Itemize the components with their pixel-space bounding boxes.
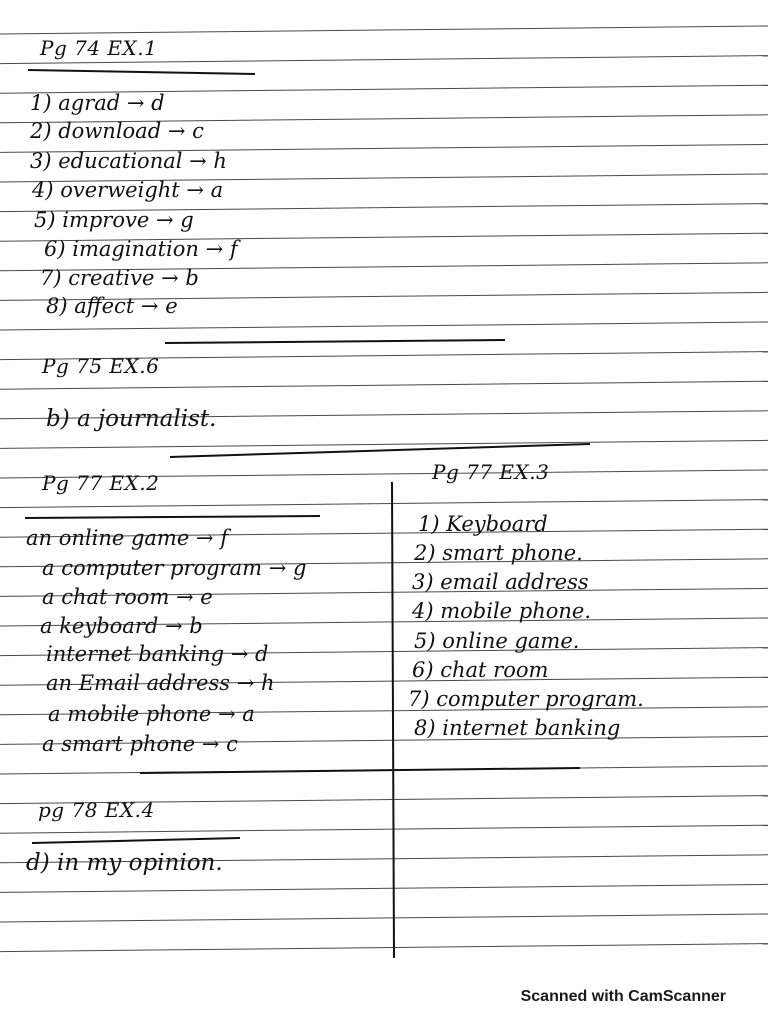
- ex1-item: 4) overweight → a: [32, 178, 224, 202]
- separator-ex2: [140, 768, 580, 773]
- separator-ex1: [165, 340, 505, 343]
- ruled-line: [0, 825, 768, 833]
- ex1-item: 2) download → c: [30, 119, 204, 143]
- ex1-item: 1) agrad → d: [30, 91, 165, 115]
- ex3-item: 5) online game.: [414, 629, 580, 653]
- ex3-item: 7) computer program.: [408, 687, 644, 711]
- ex2-item: a keyboard → b: [40, 614, 203, 638]
- ruled-line: [0, 26, 768, 34]
- heading-ex3: Pg 77 EX.3: [432, 460, 550, 484]
- ex3-item: 2) smart phone.: [414, 541, 583, 565]
- ruled-line: [0, 944, 768, 952]
- ruled-line: [0, 381, 768, 389]
- ex2-item: an Email address → h: [46, 671, 275, 695]
- ex3-item: 3) email address: [412, 570, 589, 594]
- heading-ex4: pg 78 EX.4: [38, 798, 155, 822]
- underline-ex4-heading: [32, 838, 240, 843]
- scanner-watermark: Scanned with CamScanner: [520, 988, 726, 1005]
- ex2-item: a smart phone → c: [42, 732, 238, 756]
- column-divider: [392, 482, 394, 958]
- ex4-answer: d) in my opinion.: [26, 850, 223, 876]
- ex2-item: an online game → f: [26, 526, 228, 550]
- ruled-line: [0, 914, 768, 922]
- ruled-line: [0, 322, 768, 330]
- ex1-item: 5) improve → g: [34, 208, 194, 232]
- ex6-answer: b) a journalist.: [46, 406, 217, 432]
- ex1-item: 7) creative → b: [40, 266, 199, 290]
- heading-ex1: Pg 74 EX.1: [40, 36, 158, 60]
- heading-ex2: Pg 77 EX.2: [42, 471, 160, 495]
- ex2-item: a chat room → e: [42, 585, 213, 609]
- underline-ex2-heading: [25, 516, 320, 518]
- ruled-line: [0, 884, 768, 892]
- ex2-item: a mobile phone → a: [48, 702, 255, 726]
- ex1-item: 8) affect → e: [46, 294, 178, 318]
- ex3-item: 1) Keyboard: [418, 512, 548, 536]
- ex2-item: a computer program → g: [42, 556, 307, 580]
- underline-ex1-heading: [28, 70, 255, 74]
- ex3-item: 4) mobile phone.: [412, 599, 592, 623]
- ex1-item: 6) imagination → f: [44, 237, 238, 261]
- ex1-item: 3) educational → h: [30, 149, 227, 173]
- ex3-item: 8) internet banking: [414, 716, 621, 740]
- ruled-line: [0, 500, 768, 508]
- ex2-item: internet banking → d: [46, 642, 269, 666]
- ruled-line: [0, 440, 768, 448]
- ex3-item: 6) chat room: [412, 658, 549, 682]
- heading-ex6: Pg 75 EX.6: [42, 354, 160, 378]
